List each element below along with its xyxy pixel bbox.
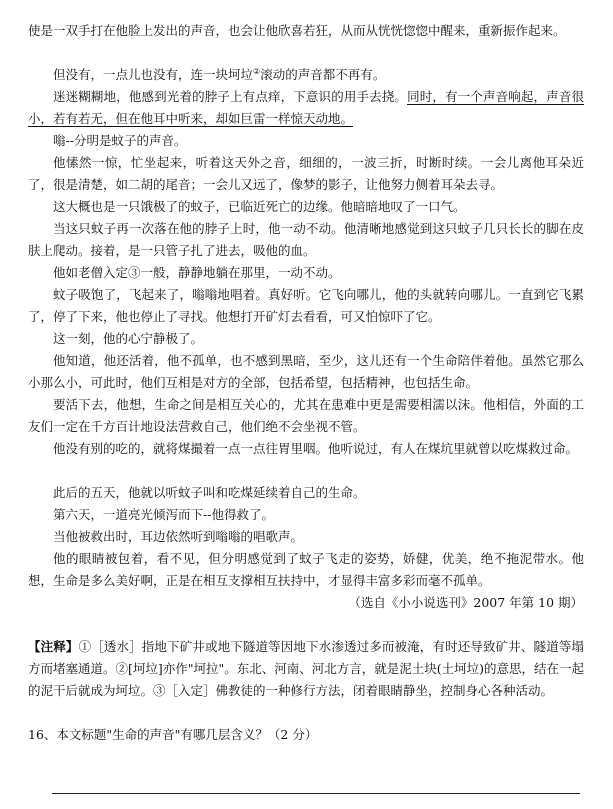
paragraph-12: 要活下去，他想，生命之间是相互关心的，尤其在患难中更是需要相濡以沫。他相信，外面的工友们一定在千方百计地设法营救自己，他们绝不会坐视不管。 — [28, 397, 584, 434]
paragraph-10: 这一刻，他的心宁静极了。 — [53, 331, 204, 346]
annotation-text: ①［透水］指地下矿井或地下隧道等因地下水渗透过多而被淹，有时还导致矿井、隧道等塌方而堵塞通道。②[坷垃]亦作"坷拉"。东北、河南、河北方言，就是泥土块(土坷垃)的意思，结在一起的泥干后就成为坷垃。③［入定］佛教徒的一种修行方法，闭着眼睛静坐，控制身心各种活动。 — [28, 639, 585, 698]
paragraph-5: 他愫然一惊，忙坐起来，听着这天外之音，细细的，一波三折，时断时续。一会儿离他耳朵近了，很是清楚，如二胡的尾音；一会儿又远了，像梦的影子，让他努力侧着耳朵去寻。 — [28, 155, 584, 192]
underlined-sentence: 同时，有一个声音响起，声音很小，若有若无，但在他耳中听来，却如巨雷一样惊天动地。 — [28, 89, 584, 126]
paragraph-16: 当他被救出时，耳边依然听到嗡嗡的唱歌声。 — [53, 529, 304, 544]
paragraph-8: 他如老僧入定③一般，静静地躺在那里，一动不动。 — [53, 265, 341, 280]
paragraph-7: 当这只蚊子再一次落在他的脖子上时，他一动不动。他清晰地感觉到这只蚊子几只长长的脚在皮肤上爬动。接着，是一只管子扎了进去，吸他的血。 — [28, 221, 584, 258]
paragraph-2-text-b: 滚动的声音都不再有。 — [260, 67, 386, 82]
annotation-notes — [28, 636, 584, 702]
paragraph-2 — [28, 64, 584, 86]
paragraph-3-text: 迷迷糊糊地，他感到光着的脖子上有点痒，下意识的用手去挠。 — [53, 89, 408, 104]
paragraph-17: 他的眼睛被包着，看不见，但分明感觉到了蚊子飞走的姿势，娇健，优美，绝不拖泥带水。他想，生命是多么美好啊，正是在相互支撑相互扶持中，才显得丰富多彩而毫不孤单。 — [28, 551, 584, 588]
paragraph-3 — [28, 86, 584, 130]
source-citation: （选自《小小说选刊》2007 年第 10 期） — [348, 595, 583, 610]
footnote-marker-2: ② — [253, 66, 261, 76]
paragraph-11: 他知道，他还活着，他不孤单，也不感到黑暗，至少，这儿还有一个生命陪伴着他。虽然它那么小那么小，可此时，他们互相是对方的全部，包括希望，包括精神，也包括生命。 — [28, 353, 584, 390]
answer-line[interactable] — [52, 793, 580, 794]
paragraph-14: 此后的五天，他就以听蚊子叫和吃煤延续着自己的生命。 — [53, 485, 366, 500]
paragraph-13: 他没有别的吃的，就将煤撮着一点一点往胃里咽。他听说过，有人在煤坑里就曾以吃煤救过命。 — [53, 441, 579, 456]
annotation-label: 【注释】 — [28, 639, 79, 654]
paragraph-15: 第六天，一道亮光倾泻而下--他得救了。 — [53, 507, 274, 522]
paragraph-6: 这大概也是一只饿极了的蚊子，已临近死亡的边缘。他暗暗地叹了一口气。 — [53, 199, 466, 214]
paragraph-1: 使是一双手打在他脸上发出的声音，也会让他欣喜若狂，从而从恍恍惚惚中醒来，重新振作起来。 — [28, 23, 566, 38]
question-16: 16、本文标题"生命的声音"有哪几层含义？（2 分） — [28, 727, 318, 742]
paragraph-4: 嗡--分明是蚊子的声音。 — [53, 133, 187, 148]
paragraph-9: 蚊子吸饱了，飞起来了，嗡嗡地唱着。真好听。它飞向哪儿，他的头就转向哪儿。一直到它飞累了，停了下来，他也停止了寻找。他想打开矿灯去看看，可又怕惊吓了它。 — [28, 287, 584, 324]
paragraph-2-text-a: 但没有，一点儿也没有，连一块坷垃 — [53, 67, 254, 82]
